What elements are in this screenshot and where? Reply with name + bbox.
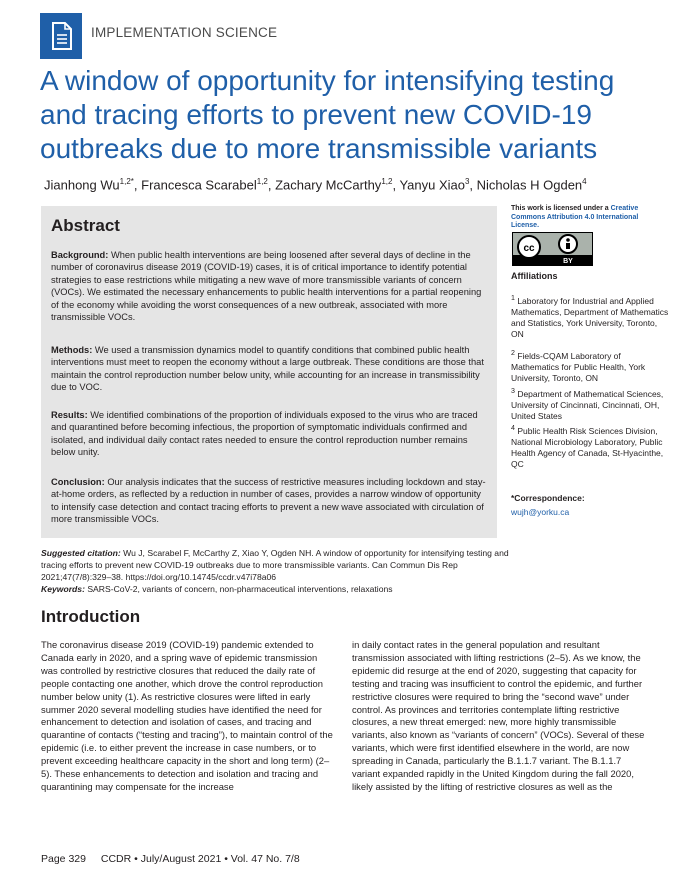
license-prefix: This work is licensed under a (511, 205, 611, 212)
page-footer (41, 853, 300, 865)
affiliation-number: 4 (511, 424, 515, 432)
correspondence-email-link[interactable]: wujh@yorku.ca (511, 507, 570, 517)
article-title: A window of opportunity for intensifying testing and tracing efforts to prevent new COVID-19 outbreaks due to more transmissible variants (40, 65, 615, 164)
abstract-conclusion (51, 476, 489, 526)
author-affiliation-marker: 1,2 (256, 177, 268, 186)
author-name: Nicholas H Ogden (476, 177, 583, 193)
affiliation-item (511, 348, 671, 384)
license-notice (511, 205, 641, 231)
author-name: Francesca Scarabel (141, 177, 257, 193)
cc-mark-text: cc (523, 243, 535, 254)
abstract-background-label: Background: (51, 250, 109, 260)
abstract-methods-text: We used a transmission dynamics model to quantify conditions that combined public health interventions must meet to reopen the economy without a large outbreak. These conditions are those that maintain the control reproduction number below unity, while accounting for an increase in transmissibility due to VOC. (51, 345, 484, 393)
author-affiliation-marker: 4 (582, 177, 587, 186)
author-list: Jianhong $Wu^{1,2*}$, Francesca Scarabel$^{1,2}$, Zachary McCarthy$^{1,2}$, Yanyu Xiao$^3$, Nicholas H Ogden$^4$ (44, 177, 587, 193)
abstract-results-text: We identified combinations of the proportion of individuals exposed to the virus who are traced and quarantined before becoming infectious, the proportion of symptomatic individuals confirmed and isolated, and individual daily contact rates needed to ensure the control reproduction number remains below unity. (51, 410, 478, 458)
abstract-conclusion-label: Conclusion: (51, 477, 105, 487)
abstract-results (51, 409, 489, 459)
license-link[interactable]: Creative Commons Attribution 4.0 International License. (511, 205, 639, 229)
citation-text: Wu J, Scarabel F, McCarthy Z, Xiao Y, Ogden NH. A window of opportunity for intensifying testing and tracing efforts to prevent new COVID-19 outbreaks due to more transmissible variants. Can Commun Dis Rep 2021;47(7/8):329–38. https://doi.org/10.14745/ccdr.v47i78a06 (41, 548, 509, 582)
keywords-text: SARS-CoV-2, variants of concern, non-pharmaceutical interventions, relaxations (87, 584, 393, 594)
affiliation-number: 3 (511, 387, 515, 395)
introduction-column-2: in daily contact rates in the general population and resultant transmission associated with lifting restrictions (2–5). As we know, the epidemic did resurge at the end of 2020, suggesting that capacity for testing and tracing was insufficient to control the epidemic, and further restrictive closures were required to bring the “second wave” under control. As provinces and territories contemplate lifting restrictive closures, a new threat emerged: new, more highly transmissible variants, also known as “variants of concern” (VOCs). Several of these variants, which were first identified elsewhere in the world, are now spreading in Canada, particularly the B.1.1.7 variant. The B.1.1.7 variant expanded rapidly in the United Kingdom during the fall 2020, likely assisted by the lifting of restrictive closures as well as the (352, 639, 645, 792)
section-logo (40, 13, 82, 59)
by-mark-text: BY (563, 258, 573, 265)
affiliation-item (511, 423, 671, 470)
author-affiliation-marker: 3 (464, 177, 470, 186)
abstract-methods-label: Methods: (51, 345, 93, 355)
affiliations-heading: Affiliations (511, 271, 558, 281)
suggested-citation (41, 547, 511, 595)
abstract-background-text: When public health interventions are being loosened after several days of decline in the number of coronavirus disease 2019 (COVID-19) cases, it is of critical importance to identify potential strategies to ease restrictions while mitigating a new wave of more transmissible variants of concern (VOCs). We estimated the necessary enhancements to public health interventions for a partial reopening of the economy while avoiding the worst consequences of a new outbreak, associated with more transmissible VOCs. (51, 250, 482, 323)
correspondence-label: *Correspondence: (511, 493, 585, 503)
correspondence-email-wrap (511, 507, 671, 518)
affiliation-item (511, 293, 671, 340)
affiliation-number: 2 (511, 349, 515, 357)
author-name: Jianhong Wu (44, 177, 120, 193)
document-icon (40, 13, 82, 59)
citation-label: Suggested citation: (41, 548, 121, 558)
affiliation-text: Fields-CQAM Laboratory of Mathematics for Public Health, York University, Toronto, ON (511, 350, 646, 383)
introduction-column-1: The coronavirus disease 2019 (COVID-19) pandemic extended to Canada early in 2020, and a spring wave of epidemic transmission was controlled by restrictive closures that reduced the daily rate of people contacting one another, which drove the control reproduction number below unity (1). As restrictive closures were lifted in early summer 2020 several modelling studies have identified the need for enhancement to detection and isolation of cases, and tracing and quarantine of contacts (“testing and tracing”), to maintain control of the epidemic (i.e. to either prevent the increase in case numbers, or to prevent exceeding healthcare capacity in the short and long term) (2–5). These enhancements to detection and isolation and tracing and quarantining may compensate for the increase (41, 639, 333, 792)
affiliation-number: 1 (511, 294, 515, 302)
affiliation-text: Department of Mathematical Sciences, University of Cincinnati, Cincinnati, OH, United States (511, 388, 664, 421)
affiliation-text: Public Health Risk Sciences Division, National Microbiology Laboratory, Public Health Agency of Canada, St-Hyacinthe, QC (511, 425, 664, 469)
author-affiliation-marker: 1,2 (381, 177, 393, 186)
abstract-heading: Abstract (51, 216, 120, 235)
affiliation-item (511, 386, 671, 422)
introduction-heading: Introduction (41, 607, 141, 626)
abstract-methods (51, 344, 489, 394)
page-number: Page 329 (41, 853, 86, 865)
author-name: Yanyu Xiao (399, 177, 465, 193)
section-label: IMPLEMENTATION SCIENCE (91, 25, 278, 40)
author-name: Zachary McCarthy (275, 177, 382, 193)
abstract-conclusion-text: Our analysis indicates that the success of restrictive measures including lockdown and stay-at-home orders, as reflected by a reduction in number of cases, provides a narrow window of opportunity to intensify case detection and contact tracing efforts to prevent a new wave associated with circulation of more transmissible VOCs. (51, 477, 486, 525)
abstract-results-label: Results: (51, 410, 88, 420)
affiliation-text: Laboratory for Industrial and Applied Mathematics, Department of Mathematics and Statistics, York University, Toronto, ON (511, 295, 669, 339)
cc-by-icon (513, 233, 592, 265)
keywords-label: Keywords: (41, 584, 85, 594)
author-affiliation-marker: 1,2* (119, 177, 134, 186)
abstract-background (51, 249, 489, 323)
journal-issue: CCDR • July/August 2021 • Vol. 47 No. 7/8 (100, 853, 300, 865)
cc-by-badge[interactable] (512, 232, 593, 266)
